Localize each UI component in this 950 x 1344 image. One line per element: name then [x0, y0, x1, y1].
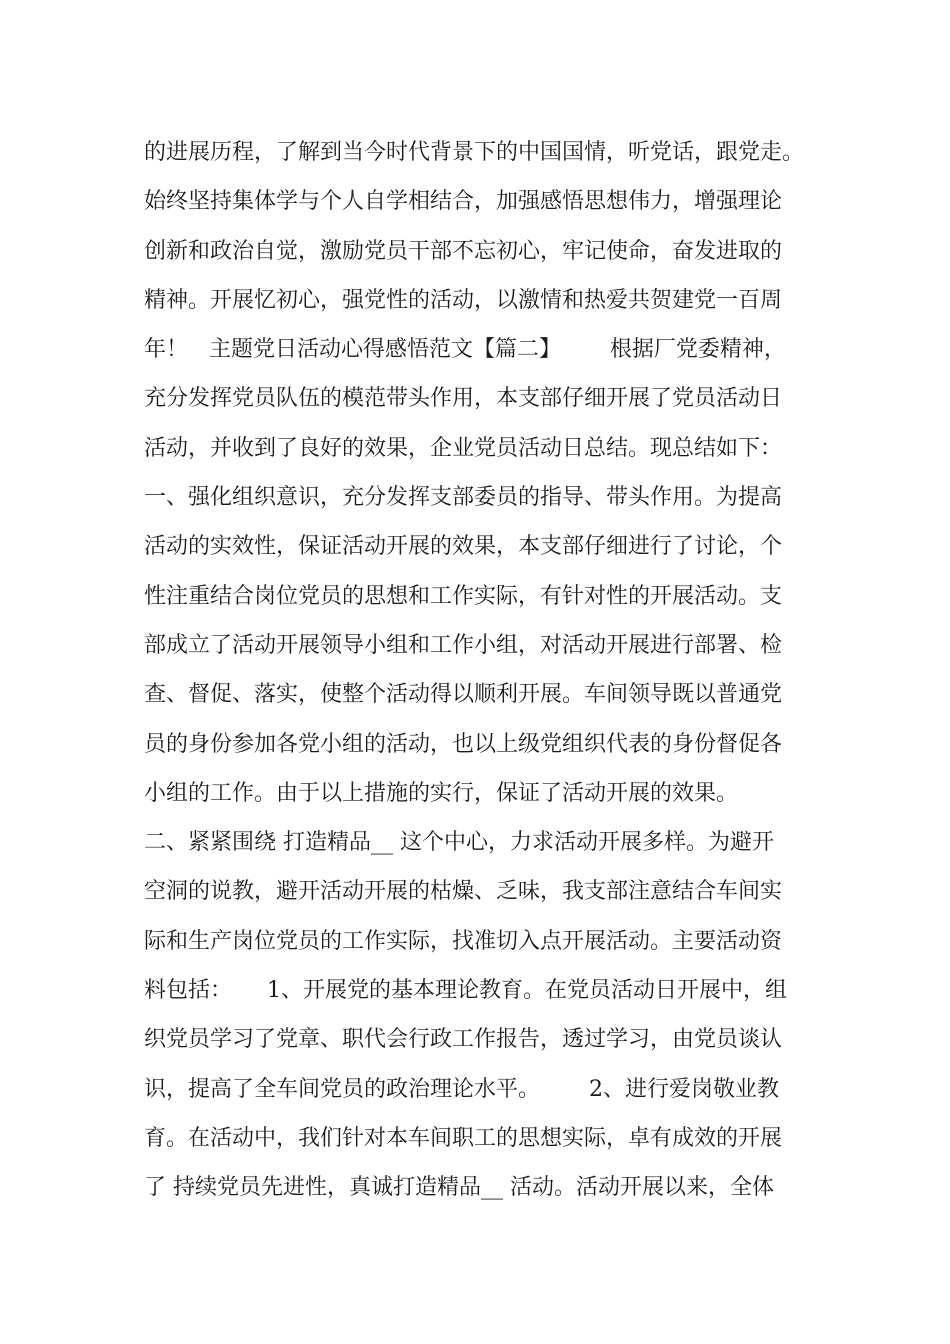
text-line: 际和生产岗位党员的工作实际，找准切入点开展活动。主要活动资 [144, 928, 783, 954]
text-line: 创新和政治自觉，激励党员干部不忘初心，牢记使命，奋发进取的 [144, 238, 783, 264]
text-line: 查、督促、落实，使整个活动得以顺利开展。车间领导既以普通党 [144, 682, 783, 708]
text-line: 员的身份参加各党小组的活动，也以上级党组织代表的身份督促各 [144, 731, 783, 757]
text-line: 识，提高了全车间党员的政治理论水平。 2、进行爱岗敬业教 [144, 1076, 779, 1102]
text-line: 年！ 主题党日活动心得感悟范文【篇二】 根据厂党委精神， [144, 337, 786, 363]
text-line: 织党员学习了党章、职代会行政工作报告，透过学习，由党员谈认 [144, 1027, 783, 1053]
text-line: 小组的工作。由于以上措施的实行，保证了活动开展的效果。 [144, 780, 739, 806]
text-line: 充分发挥党员队伍的模范带头作用，本支部仔细开展了党员活动日 [144, 386, 783, 412]
text-line: 了 持续党员先进性，真诚打造精品__ 活动。活动开展以来，全体 [144, 1175, 774, 1201]
text-line: 料包括： 1、开展党的基本理论教育。在党员活动日开展中，组 [144, 978, 787, 1004]
text-line: 部成立了活动开展领导小组和工作小组，对活动开展进行部署、检 [144, 632, 783, 658]
text-line: 活动的实效性，保证活动开展的效果，本支部仔细进行了讨论，个 [144, 534, 783, 560]
text-line: 的进展历程，了解到当今时代背景下的中国国情，听党话，跟党走。 [144, 140, 805, 165]
text-line: 性注重结合岗位党员的思想和工作实际，有针对性的开展活动。支 [144, 583, 783, 609]
text-line: 精神。开展忆初心，强党性的活动，以激情和热爱共贺建党一百周 [144, 287, 783, 313]
text-line: 始终坚持集体学与个人自学相结合，加强感悟思想伟力，增强理论 [144, 189, 783, 215]
text-line: 一、强化组织意识，充分发挥支部委员的指导、带头作用。为提高 [144, 485, 783, 511]
text-line: 空洞的说教，避开活动开展的枯燥、乏味，我支部注意结合车间实 [144, 879, 783, 905]
body-text [144, 128, 824, 1213]
text-line: 活动，并收到了良好的效果，企业党员活动日总结。现总结如下： [144, 435, 783, 461]
text-line: 育。在活动中，我们针对本车间职工的思想实际，卓有成效的开展 [144, 1125, 783, 1151]
text-line: 二、紧紧围绕 打造精品__ 这个中心，力求活动开展多样。为避开 [144, 830, 774, 856]
